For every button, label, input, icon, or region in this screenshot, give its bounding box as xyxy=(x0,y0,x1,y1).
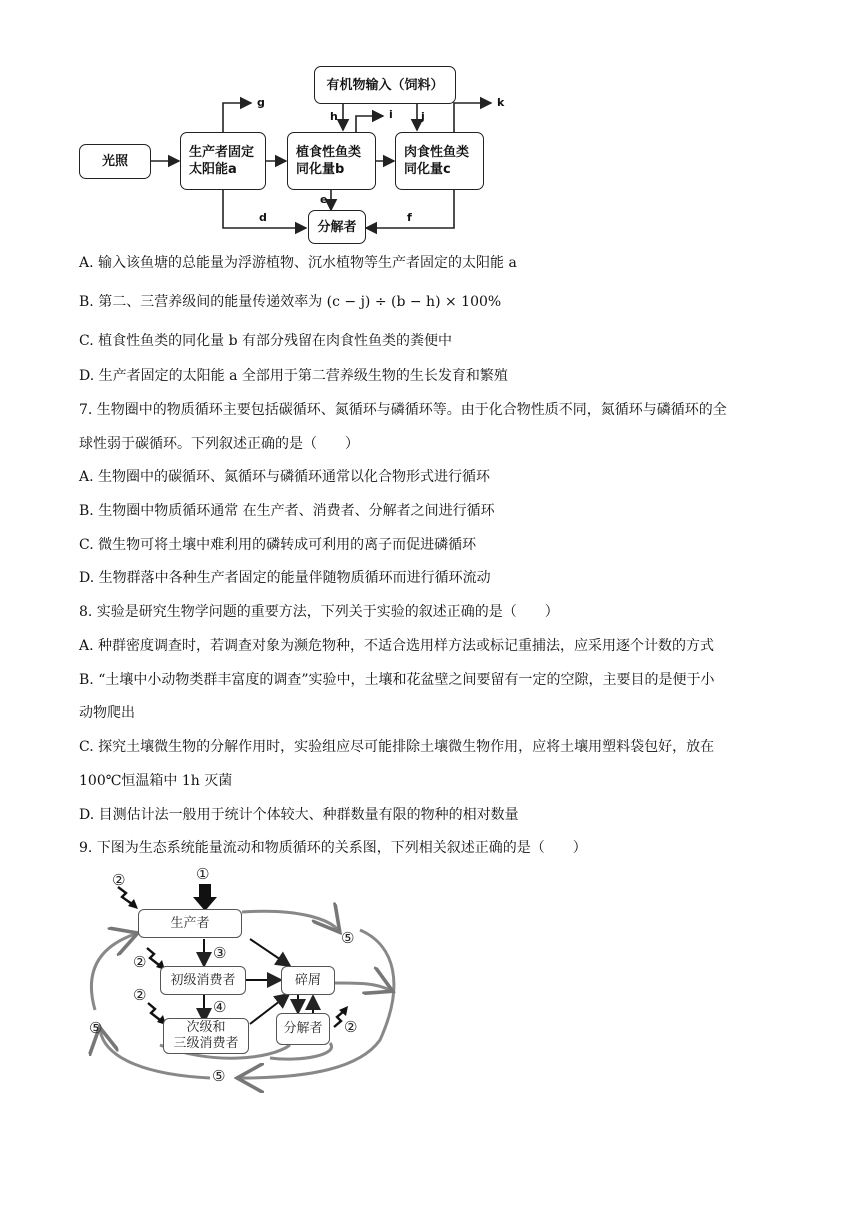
mark-4: ④ xyxy=(213,998,227,1016)
mark-5-right: ⑤ xyxy=(341,929,355,947)
mark-2-producer: ② xyxy=(112,871,126,889)
q8-option-d: D. 目测估计法一般用于统计个体较大、种群数量有限的物种的相对数量 xyxy=(79,807,519,823)
light-box: 光照 xyxy=(79,144,151,179)
herbivore-box: 植食性鱼类 同化量b xyxy=(287,132,376,190)
solar-input-arrow xyxy=(193,884,217,911)
mark-2-secondary: ② xyxy=(133,986,147,1004)
feed-input-box: 有机物输入（饲料） xyxy=(314,66,456,104)
q8-option-a: A. 种群密度调查时，若调查对象为濒危物种，不适合选用样方法或标记重捕法，应采用逐个计数的方式 xyxy=(79,638,715,654)
label-k: k xyxy=(497,96,505,109)
primary-consumer-box: 初级消费者 xyxy=(160,966,246,995)
detritus-box: 碎屑 xyxy=(281,966,335,995)
producer-box: 生产者 xyxy=(138,909,242,938)
mark-5-left: ⑤ xyxy=(89,1019,103,1037)
q6-option-c: C. 植食性鱼类的同化量 b 有部分残留在肉食性鱼类的粪便中 xyxy=(79,333,452,349)
producer-box: 生产者固定 太阳能a xyxy=(180,132,266,190)
secondary-tertiary-consumer-box: 次级和 三级消费者 xyxy=(163,1018,249,1054)
mark-3: ③ xyxy=(213,944,227,962)
q6-option-d: D. 生产者固定的太阳能 a 全部用于第二营养级生物的生长发育和繁殖 xyxy=(79,368,508,384)
label-f: f xyxy=(407,211,412,224)
decomposer-box: 分解者 xyxy=(276,1013,330,1045)
carnivore-box: 肉食性鱼类 同化量c xyxy=(395,132,484,190)
mark-2-primary: ② xyxy=(133,953,147,971)
q7-option-d: D. 生物群落中各种生产者固定的能量伴随物质循环而进行循环流动 xyxy=(79,570,491,586)
q7-option-c: C. 微生物可将土壤中难利用的磷转成可利用的离子而促进磷循环 xyxy=(79,537,477,553)
q9-stem: 9. 下图为生态系统能量流动和物质循环的关系图，下列相关叙述正确的是（ ） xyxy=(79,840,587,856)
mark-1: ① xyxy=(196,865,210,883)
label-e: e xyxy=(320,193,328,206)
label-j: j xyxy=(421,110,425,123)
q7-option-a: A. 生物圈中的碳循环、氮循环与磷循环通常以化合物形式进行循环 xyxy=(79,469,491,485)
q8-option-c-line1: C. 探究土壤微生物的分解作用时，实验组应尽可能排除土壤微生物作用，应将土壤用塑料袋包好，放在 xyxy=(79,739,715,755)
decomposer-box: 分解者 xyxy=(308,210,366,244)
q8-option-b-line1: B. “土壤中小动物类群丰富度的调查”实验中，土壤和花盆壁之间要留有一定的空隙，主要目的是便于小 xyxy=(79,672,715,688)
q7-stem-line2: 球性弱于碳循环。下列叙述正确的是（ ） xyxy=(79,436,359,452)
label-i: i xyxy=(389,108,393,121)
q8-option-b-line2: 动物爬出 xyxy=(79,705,135,721)
label-d: d xyxy=(259,211,267,224)
q7-option-b: B. 生物圈中物质循环通常 在生产者、消费者、分解者之间进行循环 xyxy=(79,503,495,519)
q7-stem-line1: 7. 生物圈中的物质循环主要包括碳循环、氮循环与磷循环等。由于化合物性质不同，氮循环与磷循环的全 xyxy=(79,402,727,418)
mark-2-decomposer: ② xyxy=(344,1018,358,1036)
label-h: h xyxy=(330,110,338,123)
q8-stem: 8. 实验是研究生物学问题的重要方法，下列关于实验的叙述正确的是（ ） xyxy=(79,604,559,620)
q6-option-b: B. 第二、三营养级间的能量传递效率为 (c − j) ÷ (b − h) × 100% xyxy=(79,294,502,310)
q6-option-a: A. 输入该鱼塘的总能量为浮游植物、沉水植物等生产者固定的太阳能 a xyxy=(79,255,517,271)
q8-option-c-line2: 100℃恒温箱中 1h 灭菌 xyxy=(79,773,233,789)
mark-5-bottom: ⑤ xyxy=(212,1067,226,1085)
label-g: g xyxy=(257,96,265,109)
